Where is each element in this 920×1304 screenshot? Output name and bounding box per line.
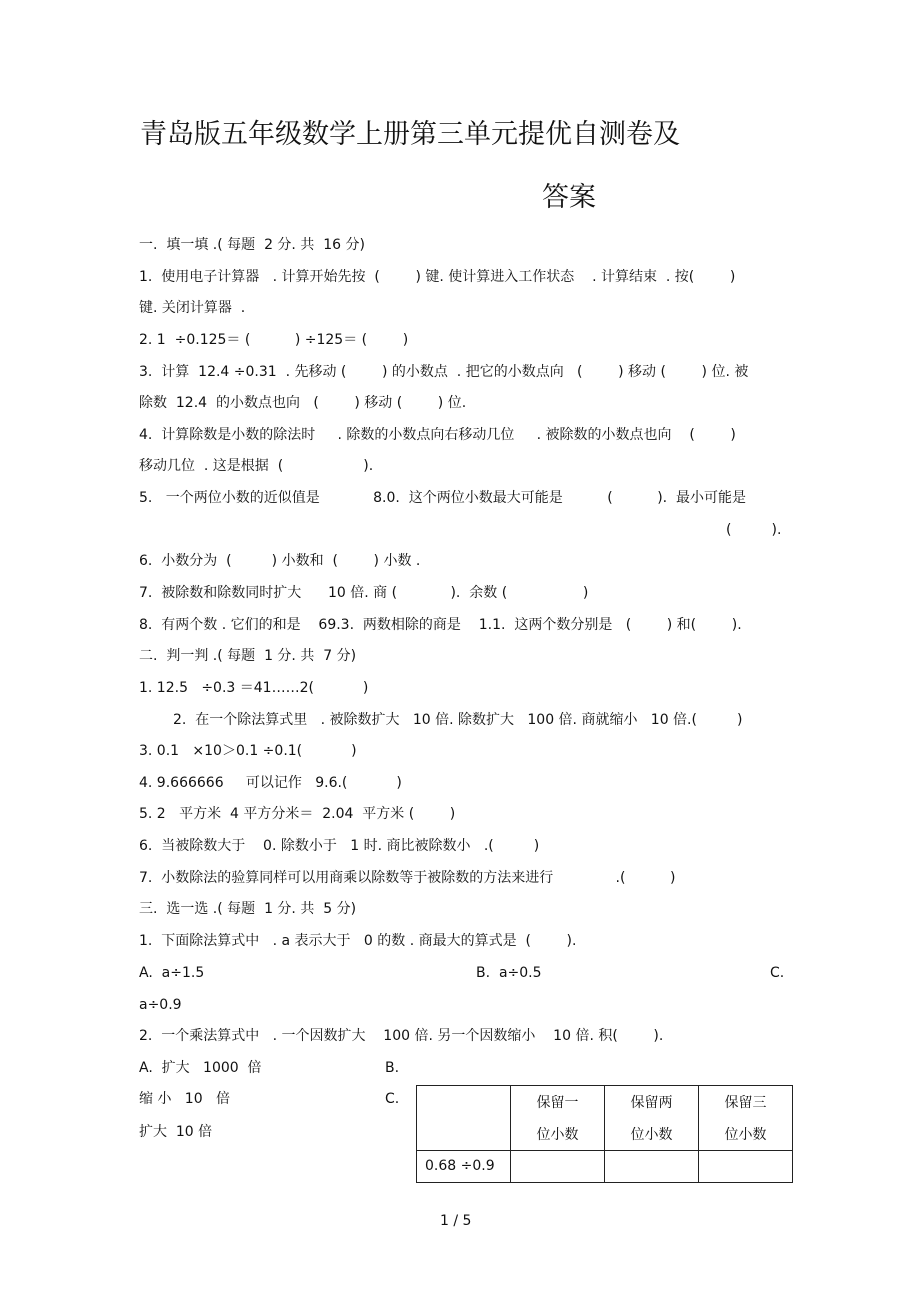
doc-title-line1: 青岛版五年级数学上册第三单元提优自测卷及 — [140, 119, 680, 150]
s2-q7: 7. 小数除法的验算同样可以用商乘以除数等于被除数的方法来进行 .( ) — [139, 870, 676, 886]
s3-q2-option-c-text: 扩大 10 倍 — [139, 1124, 213, 1140]
s1-q1-line2: 键. 关闭计算器 . — [139, 300, 246, 316]
table-header-cell: 保留一 位小数 — [511, 1086, 605, 1151]
s3-q1-option-a: A. a÷1.5 — [139, 965, 205, 981]
s1-q7: 7. 被除数和除数同时扩大 10 倍. 商 ( ). 余数 ( ) — [139, 585, 589, 601]
s2-q5: 5. 2 平方米 4 平方分米＝ 2.04 平方米 ( ) — [139, 806, 456, 822]
s3-q2-option-c: C. — [385, 1091, 400, 1107]
s3-q1-option-c: C. — [770, 965, 785, 981]
rounding-table — [416, 1085, 793, 1183]
section2-heading: 二. 判一判 .( 每题 1 分. 共 7 分) — [139, 648, 357, 664]
s1-q2: 2. 1 ÷0.125＝ ( ) ÷125＝ ( ) — [139, 332, 409, 348]
s2-q4: 4. 9.666666 可以记作 9.6.( ) — [139, 775, 402, 791]
table-row-label: 0.68 ÷0.9 — [417, 1151, 511, 1183]
s2-q2: 2. 在一个除法算式里 . 被除数扩大 10 倍. 除数扩大 100 倍. 商就缩小 10 倍.( ) — [173, 712, 743, 728]
s2-q1: 1. 12.5 ÷0.3 ＝41……2( ) — [139, 680, 369, 696]
s1-q5-line2: ( ). — [726, 522, 782, 538]
table-header-cell: 保留三 位小数 — [699, 1086, 793, 1151]
s3-q1-option-b: B. a÷0.5 — [476, 965, 542, 981]
table-row — [417, 1151, 793, 1183]
s3-q1: 1. 下面除法算式中 . a 表示大于 0 的数 . 商最大的算式是 ( ). — [139, 933, 577, 949]
table-answer-cell — [511, 1151, 605, 1183]
s1-q3-line1: 3. 计算 12.4 ÷0.31 . 先移动 ( ) 的小数点 . 把它的小数点向 ( ) 移动 ( ) 位. 被 — [139, 364, 749, 380]
s1-q1-line1: 1. 使用电子计算器 . 计算开始先按 ( ) 键. 使计算进入工作状态 . 计算结束 . 按( ) — [139, 269, 736, 285]
table-header-cell: 保留两 位小数 — [605, 1086, 699, 1151]
page-number: 1 / 5 — [440, 1213, 472, 1229]
s1-q4-line1: 4. 计算除数是小数的除法时 . 除数的小数点向右移动几位 . 被除数的小数点也向 ( ) — [139, 427, 736, 443]
table-answer-cell — [605, 1151, 699, 1183]
s1-q5-line1: 5. 一个两位小数的近似值是 8.0. 这个两位小数最大可能是 ( ). 最小可能是 — [139, 490, 747, 506]
section3-heading: 三. 选一选 .( 每题 1 分. 共 5 分) — [139, 901, 357, 917]
table-corner-cell — [417, 1086, 511, 1151]
s3-q2-option-a: A. 扩大 1000 倍 — [139, 1060, 262, 1076]
s1-q6: 6. 小数分为 ( ) 小数和 ( ) 小数 . — [139, 553, 421, 569]
s3-q1-option-c-text: a÷0.9 — [139, 997, 182, 1013]
s3-q2-option-b-text: 缩 小 10 倍 — [139, 1091, 230, 1107]
s2-q3: 3. 0.1 ×10＞0.1 ÷0.1( ) — [139, 743, 357, 759]
table-answer-cell — [699, 1151, 793, 1183]
s1-q8: 8. 有两个数 . 它们的和是 69.3. 两数相除的商是 1.1. 这两个数分别是 ( ) 和( ). — [139, 617, 742, 633]
s1-q4-line2: 移动几位 . 这是根据 ( ). — [139, 458, 374, 474]
doc-title-line2: 答案 — [542, 182, 596, 213]
table-header-row — [417, 1086, 793, 1151]
s3-q2: 2. 一个乘法算式中 . 一个因数扩大 100 倍. 另一个因数缩小 10 倍. 积( ). — [139, 1028, 664, 1044]
section1-heading: 一. 填一填 .( 每题 2 分. 共 16 分) — [139, 237, 365, 253]
s2-q6: 6. 当被除数大于 0. 除数小于 1 时. 商比被除数小 .( ) — [139, 838, 540, 854]
s3-q2-option-b: B. — [385, 1060, 400, 1076]
s1-q3-line2: 除数 12.4 的小数点也向 ( ) 移动 ( ) 位. — [139, 395, 467, 411]
